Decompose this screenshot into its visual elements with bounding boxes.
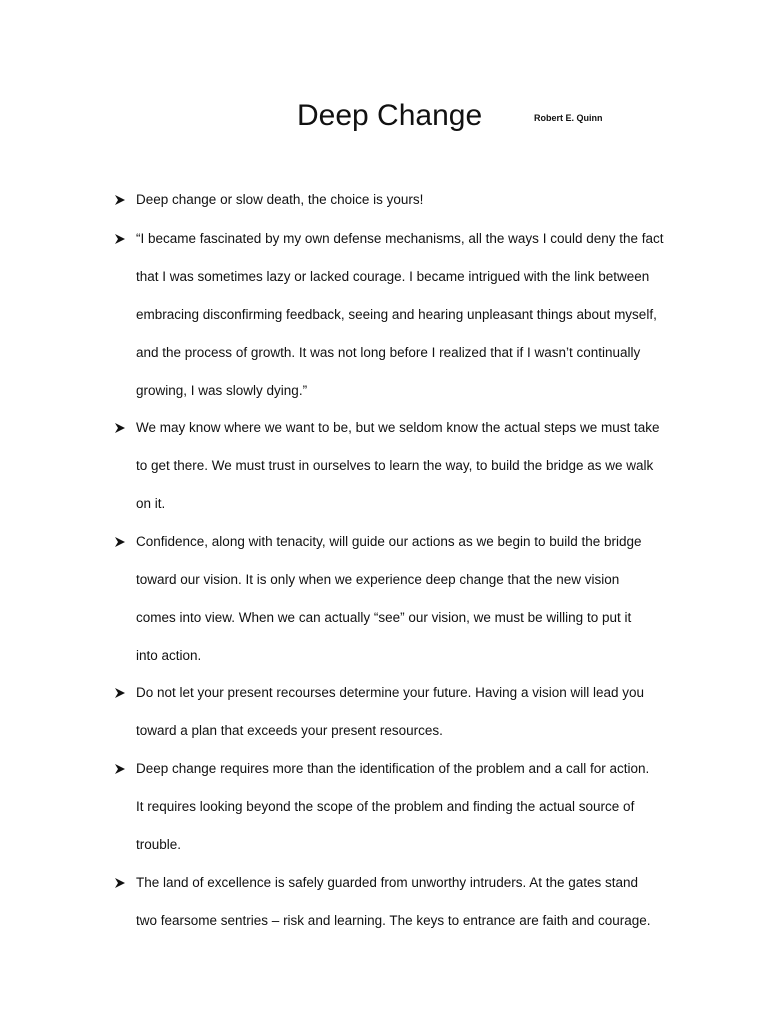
arrowhead-bullet-icon [114,536,128,550]
bullet-text: The land of excellence is safely guarded from unworthy intruders. At the gates stand two fearsome sentries – risk and learning. The keys to entrance are faith and courage. [136,875,651,928]
arrowhead-bullet-icon [114,763,128,777]
bullet-text: Do not let your present recourses determine your future. Having a vision will lead you toward a plan that exceeds your present resources. [136,685,645,738]
document-author: Robert E. Quinn [534,113,603,123]
arrowhead-bullet-icon [114,687,128,701]
arrowhead-bullet-icon [114,422,128,436]
arrowhead-bullet-icon [114,877,128,891]
bullet-text: Deep change requires more than the identification of the problem and a call for action. It requires looking beyond the scope of the problem and finding the actual source of trouble. [136,761,650,852]
title-row [0,96,768,136]
bullet-text: Confidence, along with tenacity, will guide our actions as we begin to build the bridge toward our vision. It is only when we experience deep change that the new vision comes into view. When we can actually “see” our vision, we must be willing to put it into action. [136,534,642,663]
bullet-text: Deep change or slow death, the choice is yours! [136,192,424,207]
arrowhead-bullet-icon [114,194,128,208]
document-title: Deep Change [297,99,483,132]
arrowhead-bullet-icon [114,233,128,247]
bullet-text: We may know where we want to be, but we seldom know the actual steps we must take to get there. We must trust in ourselves to learn the way, to build the bridge as we walk on it. [136,420,660,511]
bullet-text: “I became fascinated by my own defense mechanisms, all the ways I could deny the fact that I was sometimes lazy or lacked courage. I became intrigued with the link between embracing disconfirming feedback, seeing and hearing unpleasant things about myself, and the process of growth. It was not long before I realized that if I wasn’t continually growing, I was slowly dying.” [136,231,664,398]
